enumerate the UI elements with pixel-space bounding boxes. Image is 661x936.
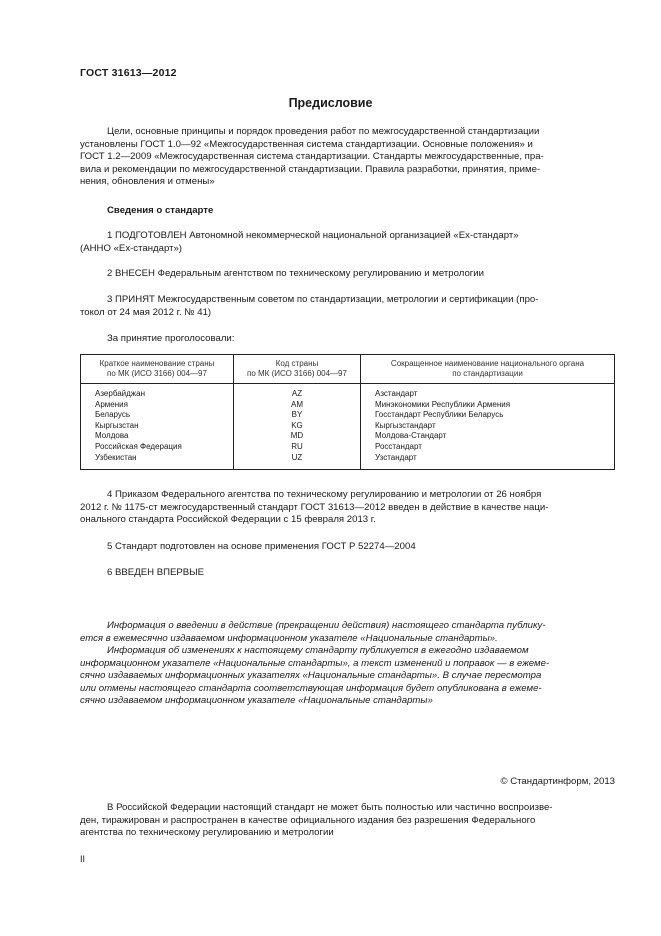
country-code: BY <box>291 410 303 420</box>
country-code: UZ <box>291 452 303 462</box>
standards-body: Молдова-Стандарт <box>375 431 447 441</box>
copyright-notice: © Стандартинформ, 2013 <box>500 776 615 787</box>
item-1-line: (АННО «Ех-стандарт») <box>80 242 183 254</box>
item-3-line: 3 ПРИНЯТ Межгосударственным советом по стандартизации, метрологии и сертификации (про- <box>107 294 539 305</box>
table-header-row <box>81 355 615 384</box>
item-6-paragraph <box>80 567 615 580</box>
info-changes-paragraph <box>80 645 615 708</box>
voting-table <box>80 354 615 470</box>
header-standards-body: Сокращенное наименование национального органа по стандартизации <box>361 355 615 384</box>
header-country-name: Краткое наименование страны по МК (ИСО 3166) 004—97 <box>81 355 234 384</box>
item-4-line: онального стандарта Российской Федерации с 15 февраля 2013 г. <box>80 514 376 526</box>
item-3-paragraph <box>80 294 615 319</box>
info-2-line: сячно издаваемых информационных указателях «Национальные стандарты». В случае пересмотра <box>80 670 542 682</box>
vote-intro-line: За принятие проголосовали: <box>107 333 235 344</box>
country-names-cell <box>81 384 234 470</box>
item-5-paragraph <box>80 541 615 554</box>
document-code-header: ГОСТ 31613—2012 <box>80 67 177 79</box>
country-name: Кыргызстан <box>95 420 139 430</box>
standards-bodies-cell <box>361 384 615 470</box>
info-introduction-paragraph <box>80 620 615 645</box>
about-standard-heading: Сведения о стандарте <box>107 205 214 216</box>
table-body-row <box>81 384 615 470</box>
intro-paragraph <box>80 126 615 189</box>
standards-body: Кыргызстандарт <box>375 420 436 430</box>
intro-line: нения, обновления и отмены» <box>80 176 215 188</box>
country-code: AZ <box>291 389 303 398</box>
item-1-paragraph <box>80 230 615 255</box>
info-2-line: информационном указателе «Национальные стандарты», а текст изменений и поправок — в ежеме- <box>80 657 550 669</box>
country-code: MD <box>290 431 304 441</box>
country-code: RU <box>291 441 303 451</box>
item-4-paragraph <box>80 489 615 527</box>
page-number: II <box>80 854 86 864</box>
item-1-line: 1 ПОДГОТОВЛЕН Автономной некоммерческой национальной организацией «Ех-стандарт» <box>107 230 519 241</box>
vote-intro-paragraph <box>80 333 615 346</box>
item-6-line: 6 ВВЕДЕН ВПЕРВЫЕ <box>107 567 205 578</box>
item-4-line: 2012 г. № 1175-ст межгосударственный стандарт ГОСТ 31613—2012 введен в действие в качестве наци- <box>80 501 549 513</box>
intro-line: установлены ГОСТ 1.0—92 «Межгосударственная система стандартизации. Основные положения» и <box>80 138 533 150</box>
intro-line: Цели, основные принципы и порядок проведения работ по межгосударственной стандартизации <box>107 126 540 137</box>
legal-line: В Российской Федерации настоящий стандарт не может быть полностью или частично воспроизве- <box>107 802 553 813</box>
item-3-line: токол от 24 мая 2012 г. № 41) <box>80 306 212 318</box>
country-name: Узбекистан <box>95 452 137 462</box>
standards-body: Госстандарт Республики Беларусь <box>375 410 504 420</box>
country-name: Российская Федерация <box>95 441 182 451</box>
page-title: Предисловие <box>288 96 373 110</box>
standards-body: Азстандарт <box>375 389 418 398</box>
intro-line: ГОСТ 1.2—2009 «Межгосударственная система стандартизации. Стандарты межгосударственные, пра- <box>80 151 544 163</box>
legal-line: ден, тиражирован и распространен в качестве официального издания без разрешения Федерального <box>80 814 536 826</box>
item-5-line: 5 Стандарт подготовлен на основе применения ГОСТ Р 52274—2004 <box>107 541 416 552</box>
intro-line: вила и рекомендации по межгосударственной стандартизации. Правила разработки, принятия, приме- <box>80 163 541 175</box>
legal-line: агентства по техническому регулированию и метрологии <box>80 827 334 839</box>
item-2-line: 2 ВНЕСЕН Федеральным агентством по техническому регулированию и метрологии <box>107 268 485 279</box>
info-1-line: ется в ежемесячно издаваемом информационном указателе «Национальные стандарты». <box>80 632 498 644</box>
info-1-line: Информация о введении в действие (прекращении действия) настоящего стандарта публику- <box>107 620 546 631</box>
country-code: AM <box>291 399 303 409</box>
info-2-line: сячно издаваемом информационном указателе «Национальные стандарты» <box>80 695 433 707</box>
info-2-line: или отмены настоящего стандарта соответствующая информация будет опубликована в ежеме- <box>80 682 542 694</box>
standards-body: Минэкономики Республики Армения <box>375 399 511 409</box>
country-name: Армения <box>95 399 128 409</box>
country-name: Молдова <box>95 431 129 441</box>
country-name: Беларусь <box>95 410 130 420</box>
country-name: Азербайджан <box>95 389 146 398</box>
item-4-line: 4 Приказом Федерального агентства по техническому регулированию и метрологии от 26 ноября <box>107 489 542 500</box>
legal-paragraph <box>80 802 615 840</box>
country-codes-cell <box>234 384 361 470</box>
country-code: KG <box>291 420 303 430</box>
info-2-line: Информация об изменениях к настоящему стандарту публикуется в ежегодно издаваемом <box>107 645 529 656</box>
standards-body: Узстандарт <box>375 452 417 462</box>
standards-body: Росстандарт <box>375 441 422 451</box>
header-country-code: Код страны по МК (ИСО 3166) 004—97 <box>234 355 361 384</box>
item-2-paragraph <box>80 268 615 281</box>
